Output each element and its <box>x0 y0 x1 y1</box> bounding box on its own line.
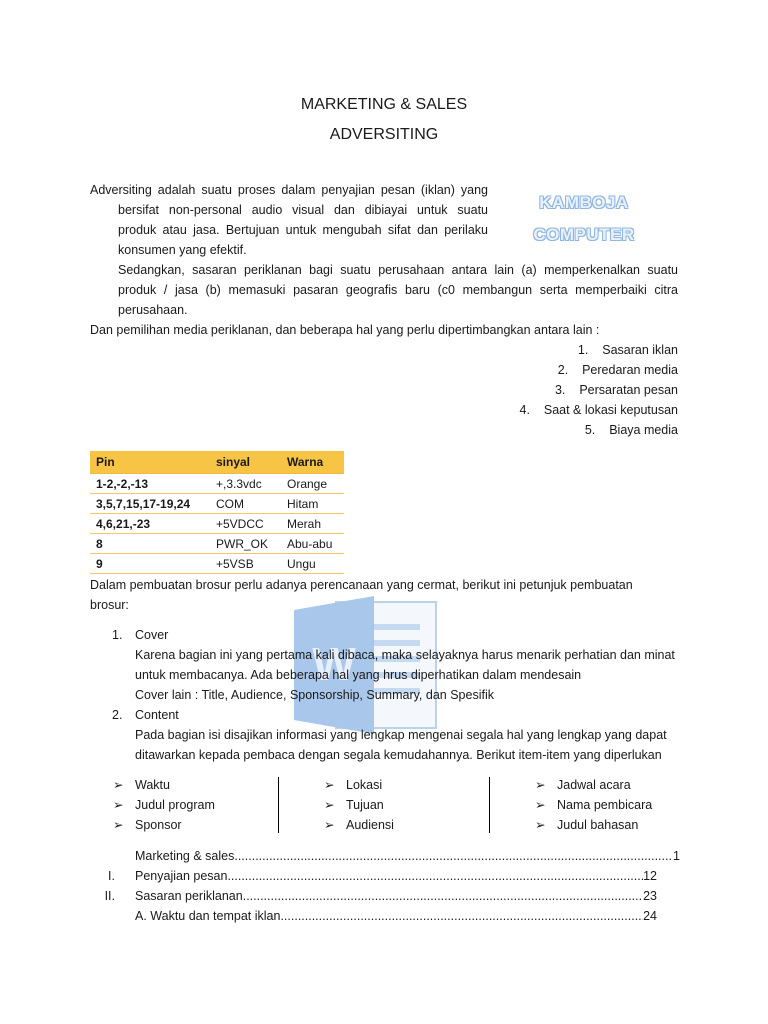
section-line: Karena bagian ini yang pertama kali dibaca, maka selayaknya harus menarik perhatian dan minat <box>135 648 675 662</box>
page-title: MARKETING & SALES <box>300 96 468 113</box>
toc-prefix: II. <box>104 889 115 903</box>
objectives-line: produk / jasa (b) memasuki pasaran geografis baru (c0 membangun serta memperbaiki citra <box>118 283 678 297</box>
toc-leader <box>227 866 643 886</box>
table-cell: +5VSB <box>210 554 281 574</box>
bullet-item: ➢ Lokasi <box>324 775 394 795</box>
toc-label: A. Waktu dan tempat iklan <box>135 909 281 923</box>
bullet-item: ➢ Judul bahasan <box>535 815 652 835</box>
section-line: ditawarkan kepada pembaca dengan segala kemudahannya. Berikut item-item yang diperlukan <box>135 748 662 762</box>
section-heading: Content <box>135 708 179 722</box>
column-header: Pin <box>90 451 210 474</box>
table-cell: 9 <box>90 554 210 574</box>
objectives-line: Sedangkan, sasaran periklanan bagi suatu perusahaan antara lain (a) memperkenalkan suatu <box>118 263 678 277</box>
toc-entry[interactable] <box>135 906 657 926</box>
brochure-intro <box>90 575 690 615</box>
arrow-bullet-icon: ➢ <box>535 818 546 832</box>
bullet-column <box>324 775 394 835</box>
list-item: 1. Sasaran iklan <box>577 343 678 357</box>
toc-entry[interactable] <box>135 866 657 886</box>
bullet-item: ➢ Judul program <box>113 795 215 815</box>
considerations-intro: Dan pemilihan media periklanan, dan beberapa hal yang perlu dipertimbangkan antara lain : <box>90 323 600 337</box>
intro-line: produk atau jasa. Bertujuan untuk mengubah sifat dan perilaku <box>118 223 488 237</box>
table-cell: 3,5,7,15,17-19,24 <box>90 494 210 514</box>
arrow-bullet-icon: ➢ <box>324 818 335 832</box>
bullet-column <box>113 775 215 835</box>
bullet-item: ➢ Sponsor <box>113 815 215 835</box>
cover-section <box>135 625 695 705</box>
table-cell: 1-2,-2,-13 <box>90 474 210 494</box>
toc-page: 24 <box>643 909 657 923</box>
table-cell: 8 <box>90 534 210 554</box>
table-cell: COM <box>210 494 281 514</box>
list-item: 2. Peredaran media <box>557 363 678 377</box>
arrow-bullet-icon: ➢ <box>535 778 546 792</box>
considerations-list <box>440 340 678 440</box>
list-number: 1. <box>112 628 123 642</box>
brochure-intro-line: brosur: <box>90 598 129 612</box>
column-divider <box>278 777 279 833</box>
table-cell: Orange <box>281 474 344 494</box>
column-header: Warna <box>281 451 344 474</box>
arrow-bullet-icon: ➢ <box>113 778 124 792</box>
table-row <box>90 554 344 574</box>
column-divider <box>489 777 490 833</box>
table-cell: Abu-abu <box>281 534 344 554</box>
table-row <box>90 474 344 494</box>
arrow-bullet-icon: ➢ <box>113 818 124 832</box>
watermark-text-line2: COMPUTER <box>533 225 635 244</box>
section-heading: Cover <box>135 628 169 642</box>
bullet-item: ➢ Jadwal acara <box>535 775 652 795</box>
section-line: Pada bagian isi disajikan informasi yang lengkap mengenai segala hal yang lengkap yang dapat <box>135 728 667 742</box>
page-subtitle: ADVERSITING <box>329 126 439 143</box>
toc-page: 12 <box>643 869 657 883</box>
objectives-line: perusahaan. <box>118 303 188 317</box>
objectives-paragraph <box>118 260 678 320</box>
section-line: untuk membacanya. Ada beberapa hal yang hrus diperhatikan dalam mendesain <box>135 668 582 682</box>
table-cell: Merah <box>281 514 344 534</box>
pin-table <box>90 451 344 574</box>
watermark-text-line1: KAMBOJA <box>539 193 629 212</box>
table-row <box>90 494 344 514</box>
table-row <box>90 534 344 554</box>
list-item: 3. Persaratan pesan <box>554 383 678 397</box>
table-header-row <box>90 451 344 474</box>
column-header: sinyal <box>210 451 281 474</box>
toc-entry[interactable] <box>135 886 657 906</box>
arrow-bullet-icon: ➢ <box>324 798 335 812</box>
arrow-bullet-icon: ➢ <box>535 798 546 812</box>
brochure-intro-line: Dalam pembuatan brosur perlu adanya perencanaan yang cermat, berikut ini petunjuk pembuatan <box>90 578 633 592</box>
toc-leader <box>280 906 643 926</box>
table-cell: 4,6,21,-23 <box>90 514 210 534</box>
bullet-item: ➢ Waktu <box>113 775 215 795</box>
intro-line: bersifat non-personal audio visual dan dibiayai untuk suatu <box>118 203 488 217</box>
svg-text:W: W <box>312 638 356 690</box>
bullet-item: ➢ Tujuan <box>324 795 394 815</box>
toc-leader <box>243 886 643 906</box>
toc-label: Sasaran periklanan <box>135 889 243 903</box>
intro-line: konsumen yang efektif. <box>118 243 247 257</box>
intro-line: Adversiting adalah suatu proses dalam penyajian pesan (iklan) yang <box>90 183 488 197</box>
arrow-bullet-icon: ➢ <box>324 778 335 792</box>
table-cell: +5VDCC <box>210 514 281 534</box>
toc-entry[interactable] <box>135 846 680 866</box>
arrow-bullet-icon: ➢ <box>113 798 124 812</box>
toc-label: Marketing & sales <box>135 849 235 863</box>
section-line: Cover lain : Title, Audience, Sponsorship, Summary, dan Spesifik <box>135 688 494 702</box>
table-cell: PWR_OK <box>210 534 281 554</box>
table-cell: +,3.3vdc <box>210 474 281 494</box>
toc-prefix: I. <box>108 869 115 883</box>
bullet-column <box>535 775 652 835</box>
content-section <box>135 705 695 765</box>
bullet-item: ➢ Nama pembicara <box>535 795 652 815</box>
table-cell: Hitam <box>281 494 344 514</box>
list-number: 2. <box>112 708 123 722</box>
table-cell: Ungu <box>281 554 344 574</box>
list-item: 4. Saat & lokasi keputusan <box>519 403 678 417</box>
toc-leader <box>234 846 673 866</box>
toc-page: 23 <box>643 889 657 903</box>
intro-paragraph <box>90 180 488 260</box>
table-row <box>90 514 344 534</box>
toc-label: Penyajian pesan <box>135 869 228 883</box>
bullet-item: ➢ Audiensi <box>324 815 394 835</box>
toc-page: 1 <box>673 849 680 863</box>
list-item: 5. Biaya media <box>584 423 678 437</box>
